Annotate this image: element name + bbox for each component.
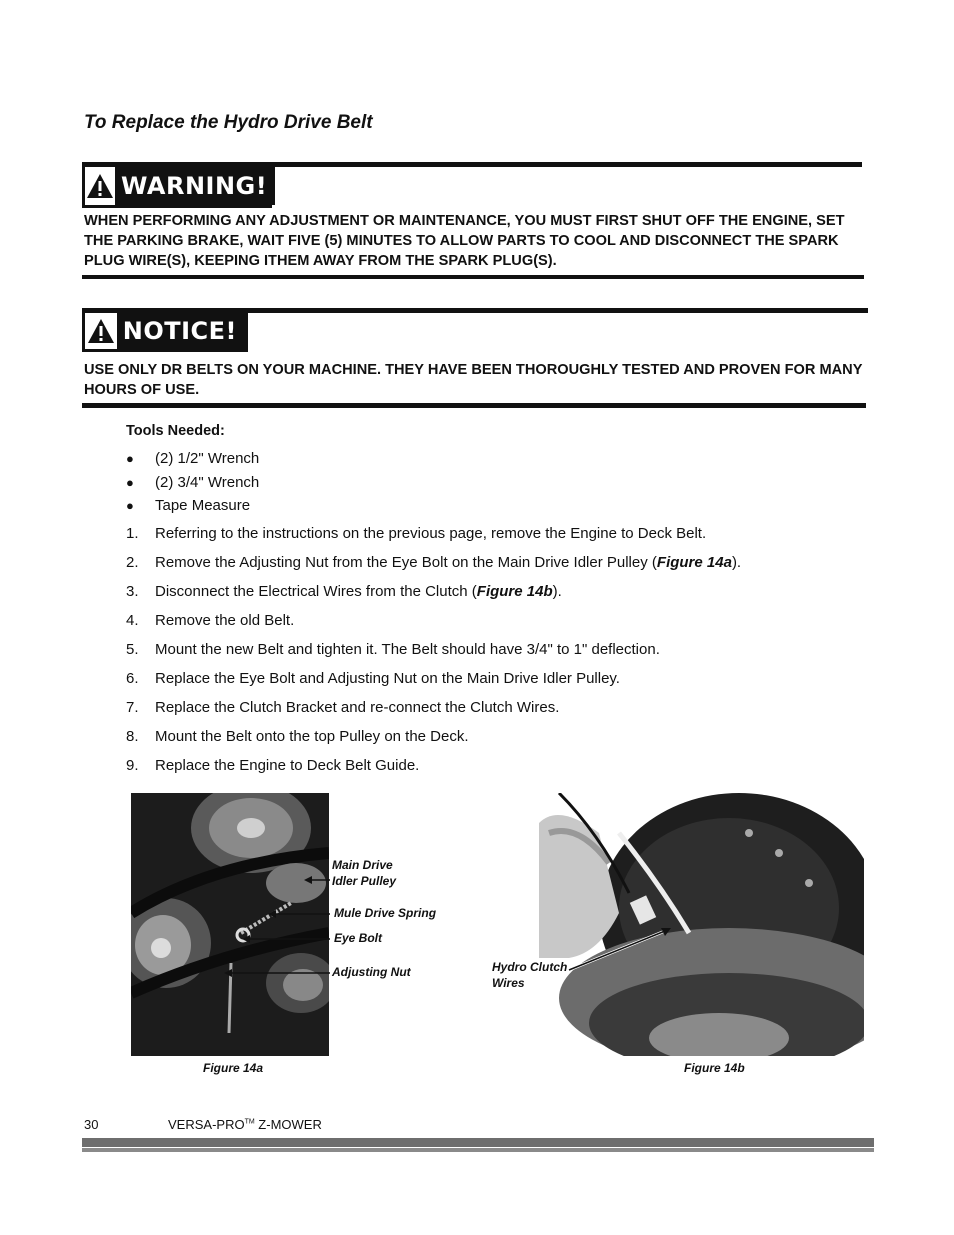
notice-text: USE ONLY DR BELTS ON YOUR MACHINE. THEY HAVE BEEN THOROUGHLY TESTED AND PROVEN FOR MANY HOURS OF USE. (84, 362, 863, 398)
warning-label: WARNING! (115, 167, 275, 205)
step-item: 3. Disconnect the Electrical Wires from the Clutch (Figure 14b). (126, 583, 562, 600)
page-number: 30 (84, 1117, 99, 1132)
notice-badge (82, 310, 248, 352)
warning-bottom-rule (82, 275, 864, 279)
bullet-icon: ● (126, 474, 134, 490)
tools-heading: Tools Needed: (126, 423, 225, 439)
step-item: 5. Mount the new Belt and tighten it. The Belt should have 3/4" to 1" deflection. (126, 641, 660, 658)
bullet-icon: ● (126, 498, 134, 513)
figure-14b-arrow (565, 925, 675, 975)
footer-bar (82, 1138, 874, 1152)
callout-hydro-clutch-wires: Hydro Clutch Wires (492, 960, 568, 990)
warning-text: WHEN PERFORMING ANY ADJUSTMENT OR MAINTENANCE, YOU MUST FIRST SHUT OFF THE ENGINE, SET THE PARKING BRAKE, WAIT FIVE (5) MINUTES TO ALLOW PARTS TO COOL AND DISCONNECT THE SPARK PLUG WIRE(S), KEEPING ITHEM AWAY FROM THE SPARK PLUG(S). (84, 213, 845, 269)
list-item: ● (2) 1/2" Wrench (126, 447, 259, 471)
list-item: ● (2) 3/4" Wrench (126, 471, 259, 495)
callout-mule-drive-spring: Mule Drive Spring (334, 906, 437, 920)
figure-reference: Figure 14a (656, 554, 732, 571)
figure-14a-arrows (200, 860, 335, 990)
warning-triangle-icon (85, 167, 115, 205)
bullet-icon: ● (126, 451, 134, 466)
step-item: 9. Replace the Engine to Deck Belt Guide. (126, 757, 420, 774)
step-item: 6. Replace the Eye Bolt and Adjusting Nut on the Main Drive Idler Pulley. (126, 670, 620, 687)
step-item: 7. Replace the Clutch Bracket and re-connect the Clutch Wires. (126, 699, 560, 716)
steps-list (126, 523, 741, 784)
callout-adjusting-nut: Adjusting Nut (332, 965, 411, 979)
figure-reference: Figure 14b (476, 583, 553, 600)
callout-main-drive-idler-pulley: Main Drive Idler Pulley (332, 858, 397, 888)
notice-triangle-icon (85, 313, 117, 349)
figure-14a-caption: Figure 14a (203, 1061, 264, 1075)
footer-brand: VERSA-PRO™ Z-MOWER (168, 1117, 322, 1132)
tools-list (126, 447, 259, 518)
step-item: 2. Remove the Adjusting Nut from the Eye Bolt on the Main Drive Idler Pulley (Figure 14a). (126, 554, 742, 571)
notice-label: NOTICE! (117, 313, 245, 349)
step-item: 8. Mount the Belt onto the top Pulley on the Deck. (126, 728, 469, 745)
section-title: To Replace the Hydro Drive Belt (84, 112, 373, 133)
step-item: 4. Remove the old Belt. (126, 612, 295, 629)
callout-eye-bolt: Eye Bolt (334, 931, 383, 945)
warning-badge (82, 164, 272, 208)
figure-14b-caption: Figure 14b (684, 1061, 745, 1075)
list-item: ● Tape Measure (126, 494, 259, 518)
step-item: 1. Referring to the instructions on the previous page, remove the Engine to Deck Belt. (126, 525, 707, 542)
notice-bottom-rule (82, 403, 866, 408)
